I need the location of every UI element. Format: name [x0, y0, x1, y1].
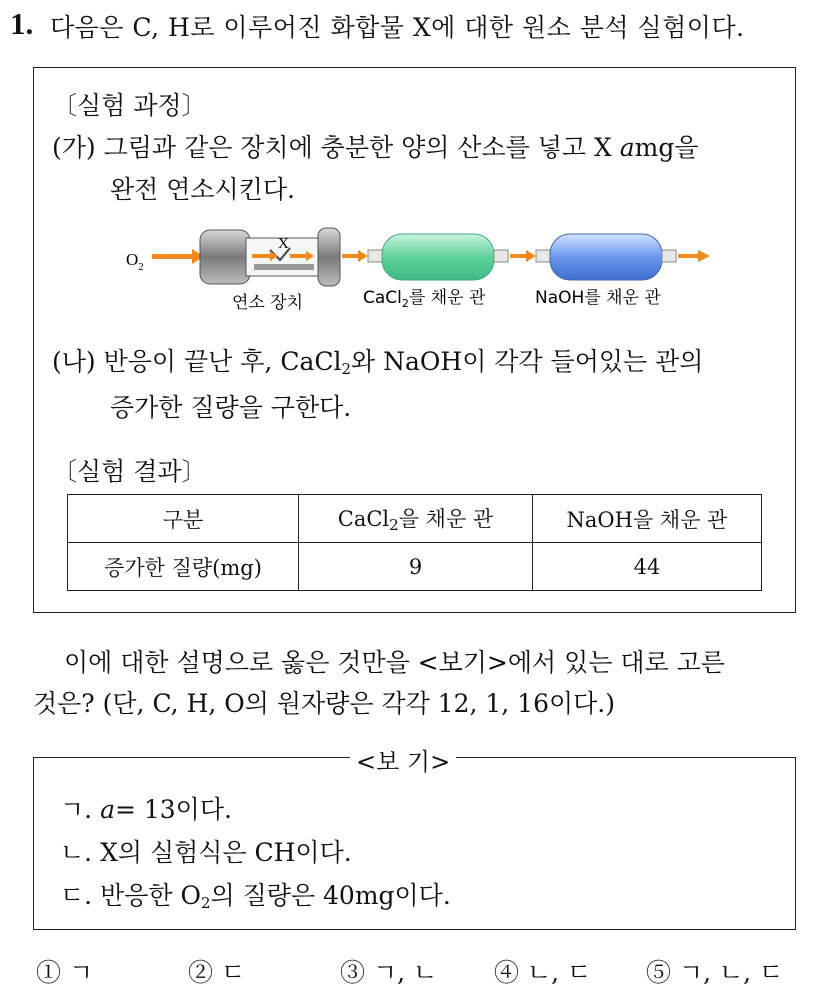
apparatus-diagram [120, 218, 720, 318]
step-a-line1 [52, 128, 699, 164]
prompt-line1: 이에 대한 설명으로 옳은 것만을 <보기>에서 있는 대로 고른 [64, 648, 725, 677]
outlet-arrow [678, 250, 710, 262]
step-b-line2: 증가한 질량을 구한다. [110, 393, 352, 422]
choice-3[interactable]: ③ ㄱ, ㄴ [340, 958, 438, 987]
bogi-item-3-sub: 2 [200, 894, 211, 912]
x-label: X [278, 236, 289, 252]
header-category: 구분 [68, 495, 299, 543]
row-label: 증가한 질량(mg) [68, 543, 299, 591]
bogi-item-1 [60, 790, 232, 826]
prompt-line2: 것은? (단, C, H, O의 원자량은 각각 12, 1, 16이다.) [33, 689, 615, 718]
procedure-heading: 〔실험 과정〕 [52, 91, 207, 120]
table-row [68, 543, 762, 591]
choice-1[interactable]: ① ㄱ [36, 958, 94, 987]
bogi-title: <보 기> [350, 742, 456, 777]
choice-2[interactable]: ② ㄷ [188, 958, 246, 987]
step-a-unit: mg을 [634, 133, 699, 162]
step-b-line1 [52, 342, 703, 378]
question-number: 1. [10, 6, 34, 41]
step-b-text-pre: 반응이 끝난 후, CaCl [103, 347, 342, 376]
step-a-variable: a [619, 133, 635, 162]
step-b-text-post: 와 NaOH이 각각 들어있는 관의 [351, 347, 704, 376]
step-a-line2: 완전 연소시킨다. [110, 175, 295, 204]
o2-label: $O_2$ [126, 250, 144, 273]
bogi-item-3-pre: 반응한 O [100, 881, 201, 910]
question-text: 다음은 C, H로 이루어진 화합물 X에 대한 원소 분석 실험이다. [50, 13, 745, 42]
step-b-sub: 2 [341, 360, 352, 378]
bogi-item-1-variable: a [100, 795, 115, 824]
step-a-text: 그림과 같은 장치에 충분한 양의 산소를 넣고 X [103, 133, 612, 162]
header-cacl2: CaCl$_2$을 채운 관 [299, 495, 533, 543]
device-label: 연소 장치 [232, 293, 304, 313]
bogi-item-3-post: 의 질량은 40mg이다. [210, 881, 451, 910]
header-naoh: NaOH을 채운 관 [533, 495, 762, 543]
choice-4[interactable]: ④ ㄴ, ㄷ [494, 958, 592, 987]
cacl2-tube [368, 234, 508, 280]
bogi-item-2-text: X의 실험식은 CH이다. [100, 838, 352, 867]
row-naoh-value: 44 [533, 543, 762, 591]
row-cacl2-value: 9 [299, 543, 533, 591]
naoh-tube [536, 234, 676, 280]
bogi-item-1-text: = 13이다. [114, 795, 232, 824]
results-table [67, 494, 762, 591]
cacl2-tube-label: CaCl$_2$를 채운 관 [363, 288, 486, 310]
bogi-item-2 [60, 833, 352, 869]
bogi-item-3-marker: ㄷ. [60, 881, 93, 910]
choice-5[interactable]: ⑤ ㄱ, ㄴ, ㄷ [646, 958, 784, 987]
connector-arrow-2 [510, 250, 536, 262]
step-b-marker: (나) [52, 347, 96, 376]
bogi-item-2-marker: ㄴ. [60, 838, 93, 867]
bogi-item-3 [60, 876, 451, 912]
results-heading: 〔실험 결과〕 [52, 457, 207, 486]
naoh-tube-label: NaOH를 채운 관 [535, 288, 661, 308]
bogi-item-1-marker: ㄱ. [60, 795, 93, 824]
inlet-arrow [152, 249, 204, 264]
table-header-row [68, 495, 762, 543]
connector-arrow-1 [342, 250, 368, 262]
step-a-marker: (가) [52, 133, 96, 162]
